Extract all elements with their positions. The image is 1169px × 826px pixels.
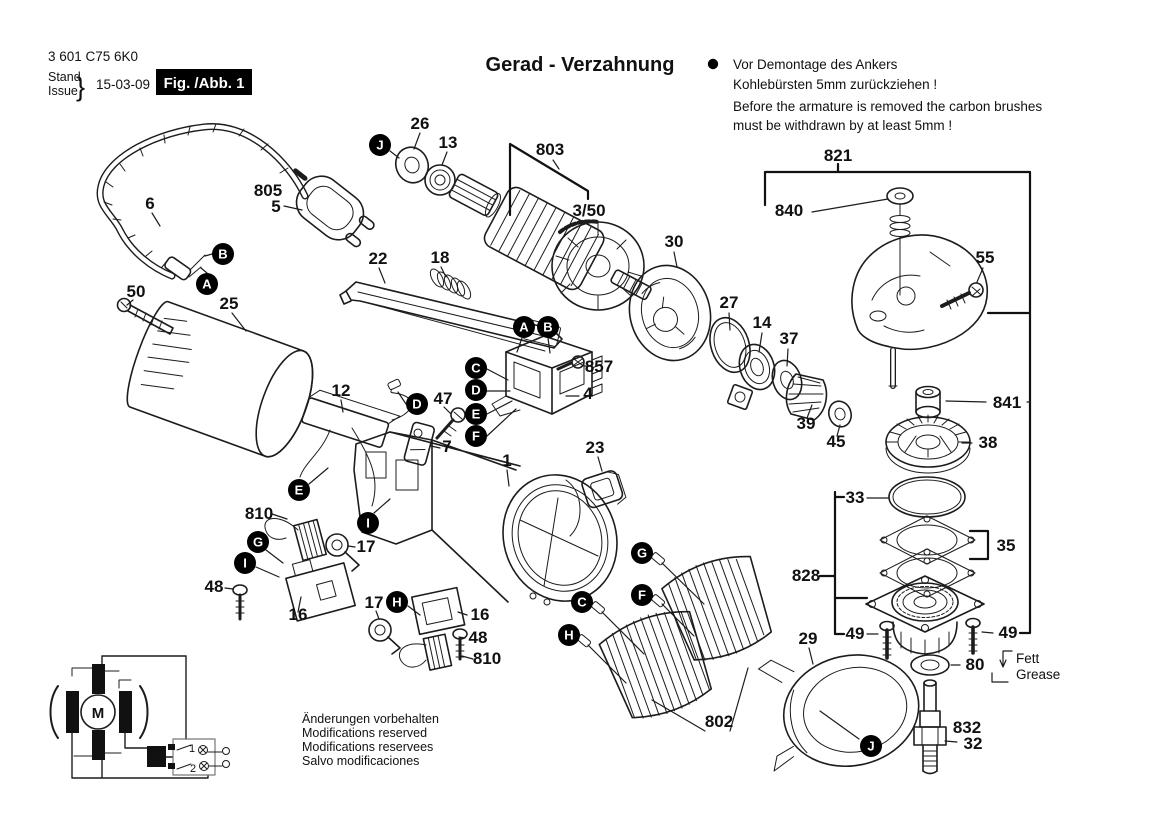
fan-baffle-30	[619, 256, 721, 369]
sleeve-841	[916, 387, 940, 418]
part-label-802: 802	[704, 712, 734, 731]
part-label-828: 828	[791, 566, 821, 585]
part-label-30: 30	[664, 232, 684, 251]
callout-E	[465, 403, 487, 425]
part-label-841: 841	[992, 393, 1022, 412]
part-label-50: 50	[126, 282, 146, 301]
screw-50	[118, 299, 174, 335]
fig-label: Fig. /Abb. 1	[163, 75, 245, 92]
part-label-49: 49	[845, 624, 865, 643]
grease-note-de: Fett	[1016, 651, 1040, 666]
part-label-27: 27	[719, 293, 739, 312]
callout-F	[465, 425, 487, 447]
notice-en-line2: must be withdrawn by at least 5mm !	[733, 118, 953, 133]
svg-text:H: H	[392, 594, 402, 610]
part-label-810: 810	[472, 649, 502, 668]
callout-D	[465, 379, 487, 401]
part-label-3-50: 3/50	[572, 201, 606, 220]
svg-text:E: E	[471, 406, 481, 422]
svg-text:E: E	[294, 482, 304, 498]
part-label-12: 12	[331, 381, 351, 400]
part-label-4: 4	[583, 384, 593, 403]
grease-note-en: Grease	[1016, 667, 1061, 682]
air-baffle-29	[751, 632, 929, 783]
armature	[448, 173, 652, 310]
svg-text:H: H	[564, 627, 574, 643]
part-label-17: 17	[364, 593, 384, 612]
callout-G	[247, 531, 269, 553]
motor-housing-cap	[120, 298, 325, 464]
svg-text:B: B	[218, 246, 228, 262]
part-label-38: 38	[978, 433, 998, 452]
part-label-1: 1	[502, 451, 512, 470]
crown-gear-38	[886, 415, 970, 473]
notice-de-line1: Vor Demontage des Ankers	[733, 57, 898, 72]
svg-text:F: F	[638, 587, 646, 603]
screw-55	[942, 283, 983, 309]
diagram-title: Gerad - Verzahnung	[485, 54, 675, 76]
callout-A	[196, 273, 218, 295]
gear-housing	[852, 235, 987, 386]
svg-text:I: I	[366, 515, 370, 531]
svg-text:I: I	[243, 555, 247, 571]
callout-B	[212, 243, 234, 265]
svg-text:J: J	[867, 738, 875, 754]
svg-text:B: B	[543, 319, 553, 335]
terminal-1-label: 1	[188, 743, 196, 755]
part-label-6: 6	[145, 194, 155, 213]
carbon-brush-right	[369, 588, 467, 670]
callout-C	[465, 357, 487, 379]
part-label-47: 47	[433, 389, 453, 408]
retainer-ring-26	[391, 143, 433, 188]
callout-H	[558, 624, 580, 646]
part-label-832: 832	[952, 718, 982, 737]
grease-symbol	[992, 651, 1012, 682]
part-label-48: 48	[204, 577, 224, 596]
svg-text:D: D	[412, 396, 422, 412]
model-number: 3 601 C75 6K0	[48, 49, 139, 64]
motor-symbol-label: M	[91, 705, 105, 722]
notice-bullet	[708, 59, 718, 69]
part-label-17: 17	[356, 537, 376, 556]
footer-note-fr: Modifications reservees	[302, 740, 434, 754]
part-label-18: 18	[430, 248, 450, 267]
svg-text:D: D	[471, 382, 481, 398]
callout-F	[631, 584, 653, 606]
notice-de-line2: Kohlebürsten 5mm zurückziehen !	[733, 77, 938, 92]
part-label-26: 26	[410, 114, 430, 133]
letter-callouts	[196, 134, 882, 757]
callout-J	[860, 735, 882, 757]
diagram-line-art	[51, 124, 1031, 783]
part-label-37: 37	[779, 329, 799, 348]
part-label-29: 29	[798, 629, 818, 648]
spring-18	[428, 267, 474, 301]
part-label-821: 821	[823, 146, 853, 165]
callout-J	[369, 134, 391, 156]
part-label-32: 32	[963, 734, 983, 753]
callout-C	[571, 591, 593, 613]
callout-E	[288, 479, 310, 501]
part-label-39: 39	[796, 414, 816, 433]
part-label-35: 35	[996, 536, 1016, 555]
motor-housing-1	[354, 432, 635, 617]
svg-text:C: C	[577, 594, 587, 610]
callout-B	[537, 316, 559, 338]
part-label-33: 33	[845, 488, 865, 507]
footer-note-de: Änderungen vorbehalten	[302, 712, 439, 726]
callout-A	[513, 316, 535, 338]
svg-text:F: F	[472, 428, 480, 444]
svg-text:G: G	[252, 534, 264, 550]
lock-plate-7	[403, 422, 435, 466]
part-label-5: 5	[271, 197, 281, 216]
part-label-14: 14	[752, 313, 772, 332]
footer-note-es: Salvo modificaciones	[302, 754, 420, 768]
part-label-13: 13	[438, 133, 458, 152]
key-block	[727, 384, 753, 410]
part-label-22: 22	[368, 249, 388, 268]
part-label-7: 7	[442, 437, 452, 456]
svg-text:C: C	[471, 360, 481, 376]
issue-label: Issue	[48, 84, 78, 98]
field-coil-halves	[577, 547, 780, 727]
callout-I	[234, 552, 256, 574]
part-label-49: 49	[998, 623, 1018, 642]
part-label-48: 48	[468, 628, 488, 647]
part-label-857: 857	[584, 357, 614, 376]
issue-date: 15-03-09	[96, 77, 151, 92]
wiring-schematic	[51, 656, 230, 778]
washer-80	[911, 655, 949, 675]
part-label-803: 803	[535, 140, 565, 159]
stand-label: Stand	[48, 70, 81, 84]
bearing-13	[425, 165, 455, 195]
footer-note-en: Modifications reserved	[302, 726, 428, 740]
part-label-16: 16	[288, 605, 308, 624]
part-label-80: 80	[965, 655, 985, 674]
part-label-840: 840	[774, 201, 804, 220]
release-lever	[340, 282, 562, 351]
screw-47	[437, 408, 465, 438]
svg-text:A: A	[519, 319, 529, 335]
spindle-832	[914, 680, 946, 774]
callout-G	[631, 542, 653, 564]
part-label-23: 23	[585, 438, 605, 457]
callout-H	[386, 591, 408, 613]
svg-text:A: A	[202, 276, 212, 292]
gaskets-35	[880, 516, 975, 597]
part-label-45: 45	[826, 432, 846, 451]
part-label-55: 55	[975, 248, 995, 267]
terminal-2-label: 2	[189, 763, 197, 775]
switch-4	[492, 336, 602, 416]
o-ring-33	[889, 477, 965, 517]
part-label-25: 25	[219, 294, 239, 313]
part-label-810: 810	[244, 504, 274, 523]
svg-text:G: G	[636, 545, 648, 561]
brace-glyph: }	[76, 72, 86, 102]
screws-49	[880, 619, 980, 659]
notice-en-line1: Before the armature is removed the carbon brushes	[733, 99, 1043, 114]
callout-I	[357, 512, 379, 534]
svg-text:J: J	[376, 137, 384, 153]
part-label-805: 805	[253, 181, 283, 200]
part-label-16: 16	[470, 605, 490, 624]
callout-D	[406, 393, 428, 415]
